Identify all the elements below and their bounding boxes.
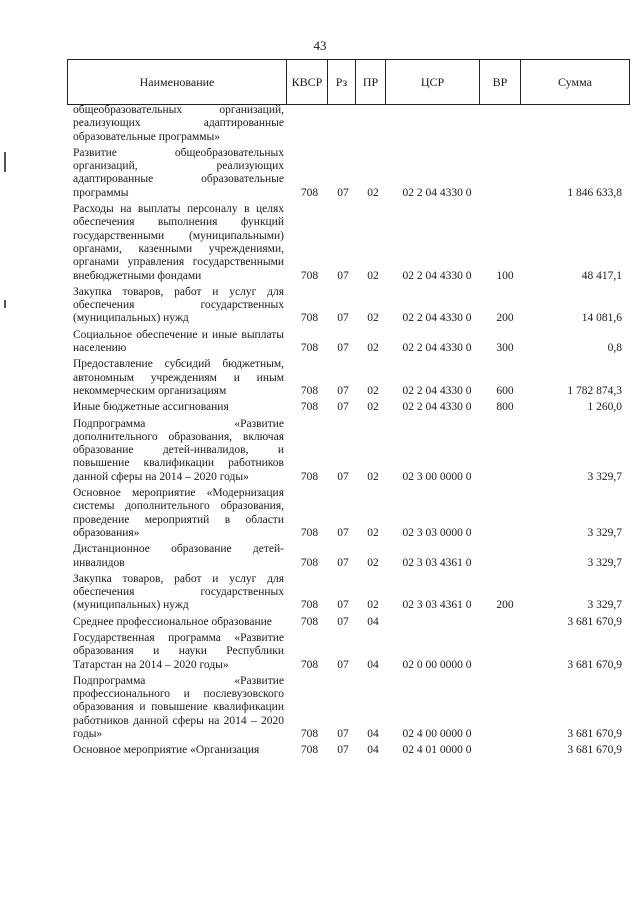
cell-sum: 1 260,0 (587, 401, 622, 414)
table-row (73, 675, 630, 741)
cell-sum: 3 681 670,9 (567, 615, 622, 628)
cell-csr: 02 2 04 4330 0 (402, 269, 472, 282)
cell-kvsr: 708 (300, 342, 319, 355)
table-row (73, 418, 630, 484)
cell-name: Закупка товаров, работ и услуг для обеспечения государственных (муниципальных) нужд (73, 285, 284, 325)
table-row (73, 573, 630, 613)
cell-rz: 07 (337, 615, 349, 628)
cell-csr: 02 2 04 4330 0 (402, 186, 472, 199)
cell-name: Государственная программа «Развитие образования и науки Республики Татарстан на 2014 – 2020 годы» (73, 631, 284, 671)
cell-name: Подпрограмма «Развитие дополнительного образования, включая образование детей-инвалидов, и повышение квалификации работников данной сферы на 2014 – 2020 годы» (73, 417, 284, 483)
cell-pr: 02 (367, 599, 379, 612)
cell-pr: 02 (367, 312, 379, 325)
cell-sum: 3 329,7 (587, 470, 622, 483)
page-number: 43 (313, 38, 327, 53)
cell-vr: 200 (496, 599, 514, 612)
cell-kvsr: 708 (300, 186, 319, 199)
cell-kvsr: 708 (300, 728, 319, 741)
header-name: Наименование (68, 60, 287, 104)
cell-pr: 04 (367, 615, 379, 628)
cell-sum: 1 782 874,3 (567, 384, 622, 397)
header-rz: Рз (328, 60, 356, 104)
cell-name: Основное мероприятие «Модернизация системы дополнительного образования, проведение мероприятий в области образования» (73, 487, 284, 539)
cell-name: Расходы на выплаты персоналу в целях обеспечения выполнения функций государственными (муниципальными) органами, казенными учреждениями, органами управления государственными внебюджетными фондами (73, 203, 284, 282)
table-row (73, 543, 630, 570)
header-vr: ВР (480, 60, 521, 104)
cell-kvsr: 708 (300, 384, 319, 397)
cell-pr: 04 (367, 658, 379, 671)
cell-sum: 3 681 670,9 (567, 744, 622, 757)
cell-kvsr: 708 (300, 312, 319, 325)
cell-rz: 07 (337, 470, 349, 483)
cell-pr: 02 (367, 526, 379, 539)
table-row (73, 744, 630, 757)
cell-sum: 1 846 633,8 (567, 186, 622, 199)
cell-sum: 48 417,1 (581, 269, 622, 282)
cell-pr: 02 (367, 384, 379, 397)
cell-kvsr: 708 (300, 658, 319, 671)
table-row (73, 203, 630, 283)
cell-csr: 02 2 04 4330 0 (402, 342, 472, 355)
cell-kvsr: 708 (300, 599, 319, 612)
cell-csr: 02 3 03 4361 0 (402, 599, 472, 612)
cell-sum: 3 681 670,9 (567, 658, 622, 671)
table-row (73, 286, 630, 326)
header-pr: ПР (356, 60, 386, 104)
cell-rz: 07 (337, 526, 349, 539)
table-row (73, 616, 630, 629)
cell-rz: 07 (337, 728, 349, 741)
cell-rz: 07 (337, 186, 349, 199)
cell-csr: 02 3 00 0000 0 (402, 470, 472, 483)
cell-pr: 02 (367, 470, 379, 483)
table-row (73, 147, 630, 200)
cell-sum: 0,8 (607, 342, 622, 355)
cell-csr: 02 3 03 4361 0 (402, 556, 472, 569)
cell-csr: 02 4 01 0000 0 (402, 744, 472, 757)
cell-vr: 800 (496, 401, 514, 414)
cell-name: Социальное обеспечение и иные выплаты населению (73, 328, 284, 355)
cell-vr: 100 (496, 269, 514, 282)
cell-kvsr: 708 (300, 615, 319, 628)
table-row (73, 632, 630, 672)
table-row (73, 329, 630, 356)
cell-pr: 02 (367, 186, 379, 199)
cell-pr: 04 (367, 744, 379, 757)
cell-sum: 3 329,7 (587, 556, 622, 569)
header-sum: Сумма (558, 74, 592, 89)
cell-name: Предоставление субсидий бюджетным, автономным учреждениям и иным некоммерческим организациям (73, 358, 284, 397)
margin-mark (4, 300, 6, 308)
cell-pr: 02 (367, 342, 379, 355)
cell-kvsr: 708 (300, 470, 319, 483)
cell-rz: 07 (337, 599, 349, 612)
table-row (73, 401, 630, 414)
cell-rz: 07 (337, 269, 349, 282)
cell-kvsr: 708 (300, 556, 319, 569)
cell-sum: 3 329,7 (587, 599, 622, 612)
cell-name: Закупка товаров, работ и услуг для обеспечения государственных (муниципальных) нужд (73, 572, 284, 612)
cell-rz: 07 (337, 744, 349, 757)
table-row (73, 358, 630, 398)
cell-name: Развитие общеобразовательных организаций, реализующих адаптированные образовательные программы (73, 146, 284, 199)
cell-rz: 07 (337, 312, 349, 325)
cell-pr: 04 (367, 728, 379, 741)
cell-csr: 02 0 00 0000 0 (402, 658, 472, 671)
cell-vr: 600 (496, 384, 514, 397)
cell-vr: 300 (496, 342, 514, 355)
table-body (73, 104, 630, 761)
cell-rz: 07 (337, 384, 349, 397)
cell-sum: 3 681 670,9 (567, 728, 622, 741)
cell-csr: 02 2 04 4330 0 (402, 312, 472, 325)
header-kvsr: КВСР (287, 60, 328, 104)
cell-name: Основное мероприятие «Организация (73, 744, 260, 757)
cell-kvsr: 708 (300, 401, 319, 414)
cell-name: общеобразовательных организаций, реализующих адаптированные образовательные программы» (73, 104, 284, 143)
cell-name: Иные бюджетные ассигнования (73, 401, 229, 414)
cell-rz: 07 (337, 342, 349, 355)
cell-csr: 02 3 03 0000 0 (402, 526, 472, 539)
cell-vr: 200 (496, 312, 514, 325)
cell-pr: 02 (367, 401, 379, 414)
cell-name: Дистанционное образование детей-инвалидов (73, 543, 284, 569)
cell-csr: 02 2 04 4330 0 (402, 401, 472, 414)
table-header (67, 59, 630, 105)
cell-csr: 02 4 00 0000 0 (402, 728, 472, 741)
cell-sum: 14 081,6 (581, 312, 622, 325)
header-csr: ЦСР (386, 60, 480, 104)
cell-kvsr: 708 (300, 744, 319, 757)
table-row (73, 487, 630, 540)
cell-sum: 3 329,7 (587, 526, 622, 539)
cell-rz: 07 (337, 401, 349, 414)
cell-rz: 07 (337, 556, 349, 569)
margin-mark (4, 152, 6, 172)
cell-name: Среднее профессиональное образование (73, 615, 272, 628)
table-row (73, 104, 630, 144)
cell-kvsr: 708 (300, 526, 319, 539)
cell-kvsr: 708 (300, 269, 319, 282)
cell-pr: 02 (367, 269, 379, 282)
cell-pr: 02 (367, 556, 379, 569)
cell-csr: 02 2 04 4330 0 (402, 384, 472, 397)
cell-rz: 07 (337, 658, 349, 671)
cell-name: Подпрограмма «Развитие профессионального и послевузовского образования и повышение квалификации работников данной сферы на 2014 – 2020 годы» (73, 674, 284, 741)
